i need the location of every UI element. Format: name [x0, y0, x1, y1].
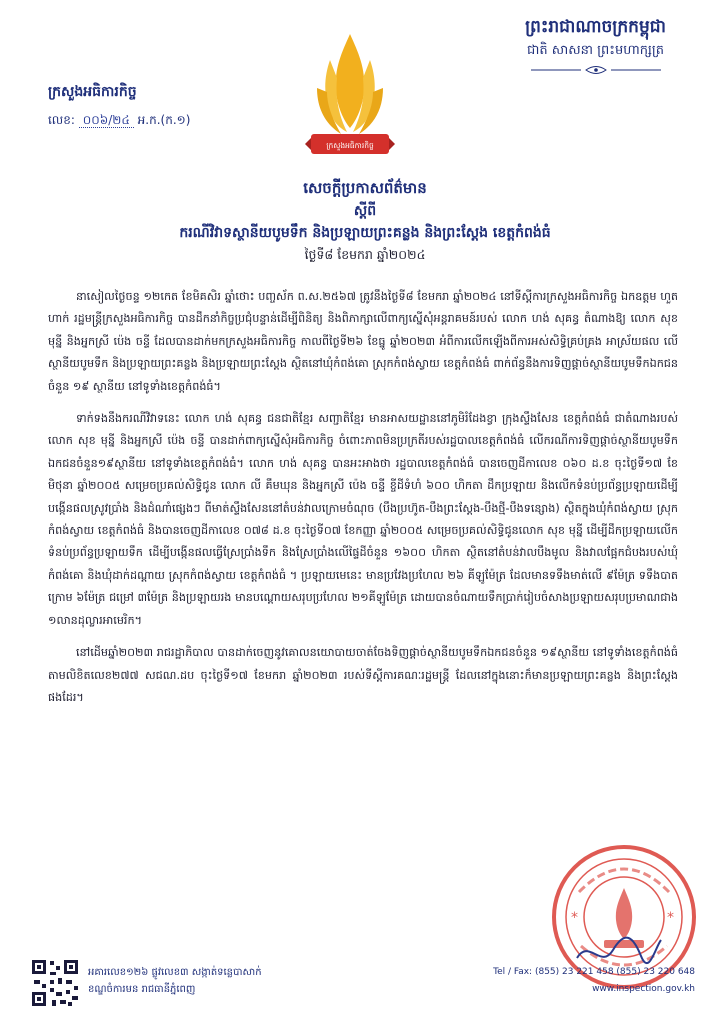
document-topic: ករណីវិវាទស្ថានីយបូមទឹក និងប្រឡាយព្រះគន្លង និងព្រះស្តែង ខេត្តកំពង់ធំ	[179, 225, 551, 241]
paragraph-2: ទាក់ទងនឹងករណីវិវាទនេះ លោក ហង់ សុគន្ធ ជនជាតិខ្មែរ សញ្ជាតិខ្មែរ មានអាសយដ្ឋាននៅភូមិរំដែងខ្វា ក្រុងស្ទឹងសែន ខេត្តកំពង់ធំ ជាតំណាងរបស់ លោក សុខ មុន្នី និងអ្នកស្រី ប៉េង ចន្ទី បានដាក់ពាក្យស្នើសុំអធិការកិច្ច ចំពោះភាពមិនប្រក្រតីរបស់រដ្ឋបាលខេត្តកំពង់ធំ លើករណីការទិញផ្តាច់ស្ថានីយបូមទឹកឯកជនចំនួន១៩ស្ថានីយ នៅទូទាំងខេត្តកំពង់ធំ។ លោក ហង់ សុគន្ធ បានអះអាងថា រដ្ឋបាលខេត្តកំពង់ធំ បានចេញដីកាលេខ ០៦០ ដ.ខ ចុះថ្ងៃទី១៧ ខែមិថុនា ឆ្នាំ២០០៥ សម្រេចប្រគល់សិទ្ធិជូន លោក លី គឹមឃុន និងអ្នកស្រី ប៉េង ចន្ទី ខ្ចីដីទំហំ ៦០០ ហិកតា ដឹកប្រឡាយ និងលើកទំនប់ប្រព័ន្ធប្រឡាយដើម្បីបង្កើនផលស្រូវប្រាំង និងដំណាំផ្សេងៗ ពីមាត់ស្ទឹងសែននៅតំបន់វាលក្រោមចំណុច (បឹងប្រហ៊ូត-បឹងព្រះស្តែង-បឹងថ្មី-បឹងទន្សោង) ស្ថិតក្នុងឃុំកំពង់ស្វាយ ស្រុកកំពង់ស្វាយ ខេត្តកំពង់ធំ និងបានចេញដីកាលេខ ០៧៨ ដ.ខ ចុះថ្ងៃទី០៧ ខែកញ្ញា ឆ្នាំ២០០៥ សម្រេចប្រគល់សិទ្ធិជូនលោក សុខ មុន្នី ដើម្បីដឹកប្រឡាយលើកទំនប់ប្រព័ន្ធប្រឡាយទឹក ដើម្បីបង្កើនផលធ្វើស្រែប្រាំងទឹក និងស្រែប្រាំងលើផ្ទៃដីចំនួន ១៦០០ ហិកតា ស្ថិតនៅតំបន់វាលបឹងមូល និងវាលផ្អែកជំបងរបស់ឃុំកំពង់គោ និងឃុំដាក់ដណ្តាយ ស្រុកកំពង់ស្វាយ ខេត្តកំពង់ធំ ។ ប្រឡាយមេនេះ មានប្រវែងប្រហែល ២៦ គីឡូម៉ែត្រ ដែលមានទទឹងមាត់លើ ៩ម៉ែត្រ ទទឹងបាតក្រោម ៦ម៉ែត្រ ជម្រៅ ៣ម៉ែត្រ និងប្រឡាយរង មានបណ្តោយសរុបប្រហែល ២១គីឡូម៉ែត្រ ដោយបានចំណាយទឹកប្រាក់រៀបចំសាងប្រឡាយសរុបប្រមាណជាង ១លានដុល្លារអាមេរិក។	[48, 412, 678, 627]
footer-address	[88, 964, 262, 998]
document-title: សេចក្តីប្រកាសព័ត៌មាន	[303, 179, 427, 197]
reference-suffix: អ.ក.(ក.១)	[137, 113, 191, 127]
title-block	[80, 176, 650, 266]
footer	[30, 958, 695, 1010]
document-subtitle: ស្តីពី	[353, 203, 377, 219]
paragraph-1: នាសៀលថ្ងៃចន្ទ ១២កេត ខែមិគសិរ ឆ្នាំថោះ បញ្ចស័ក ព.ស.២៥៦៧ ត្រូវនឹងថ្ងៃទី៨ ខែមករា ឆ្នាំ២០២៤ នៅទីស្តីការក្រសួងអធិការកិច្ច ឯកឧត្តម ហួត ហាក់ រដ្ឋមន្ត្រីក្រសួងអធិការកិច្ច បានដឹកនាំកិច្ចប្រជុំបន្ទាន់ដើម្បីពិនិត្យ និងពិភាក្សាលើពាក្យស្នើសុំអន្តរាគមន៍របស់ លោក ហង់ សុគន្ធ តំណាងឱ្យ លោក សុខ មុន្នី និងអ្នកស្រី ប៉េង ចន្ទី ដែលបានដាក់មកក្រសួងអធិការកិច្ច កាលពីថ្ងៃទី២៦ ខែធ្នូ ឆ្នាំ២០២៣ អំពីការលើកឡើងពីការអស់សិទ្ធិគ្រប់គ្រង អាស្រ័យផល លើស្ថានីយបូមទឹក និងប្រឡាយព្រះគន្លង និងប្រឡាយព្រះស្តែង ស្ថិតនៅឃុំកំពង់គោ ស្រុកកំពង់ស្វាយ ខេត្តកំពង់ធំ ពាក់ព័ន្ធនឹងការទិញផ្តាច់ស្ថានីយបូមទឹកឯកជនចំនួន ១៩ ស្ថានីយ នៅទូទាំងខេត្តកំពង់ធំ។	[48, 290, 678, 393]
reference-line	[48, 112, 190, 130]
paragraph-3: នៅដើមឆ្នាំ២០២៣ រាជរដ្ឋាភិបាល បានដាក់ចេញនូវគោលនយោបាយចាត់ចែងទិញផ្តាច់ស្ថានីយបូមទឹកឯកជនចំនួន ១៩ស្ថានីយ នៅទូទាំងខេត្តកំពង់ធំ តាមលិខិតលេខ២៧៧ សជណ.ដប ចុះថ្ងៃទី១៧ ខែមករា ឆ្នាំ២០២៣ របស់ទីស្តីការគណៈរដ្ឋមន្ត្រី ដែលនៅក្នុងនោះក៏មានប្រឡាយព្រះគន្លង និងព្រះស្តែងផងដែរ។	[48, 646, 678, 704]
emblem-flame-icon	[317, 34, 383, 134]
footer-tel: Tel / Fax: (855) 23 221 458 (855) 23 220 648	[493, 967, 695, 977]
ornament-divider-icon	[521, 63, 671, 77]
ministry-emblem	[305, 30, 395, 170]
footer-contact	[493, 964, 695, 998]
kingdom-title: ព្រះរាជាណាចក្រកម្ពុជា	[525, 17, 666, 37]
footer-address-line1: អគារលេខ១២៦ ផ្លូវលេខ៣ សង្កាត់ទន្លេបាសាក់	[88, 967, 262, 978]
ministry-name: ក្រសួងអធិការកិច្ច	[48, 84, 137, 100]
svg-text:*: *	[571, 910, 578, 926]
kingdom-motto: ជាតិ សាសនា ព្រះមហាក្សត្រ	[527, 43, 664, 58]
document-date: ថ្ងៃទី៨ ខែមករា ឆ្នាំ២០២៤	[304, 247, 426, 262]
document-body	[48, 286, 678, 719]
reference-number: ០០៦/២៤	[79, 113, 134, 128]
kingdom-header	[488, 14, 703, 81]
footer-website: www.inspection.gov.kh	[592, 984, 695, 994]
reference-label: លេខ:	[48, 113, 75, 127]
qr-code-icon	[30, 958, 80, 1008]
svg-text:*: *	[667, 910, 674, 926]
footer-address-line2: ខណ្ឌចំការមន រាជធានីភ្នំពេញ	[88, 984, 196, 995]
emblem-caption: ក្រសួងអធិការកិច្ច	[326, 141, 374, 150]
